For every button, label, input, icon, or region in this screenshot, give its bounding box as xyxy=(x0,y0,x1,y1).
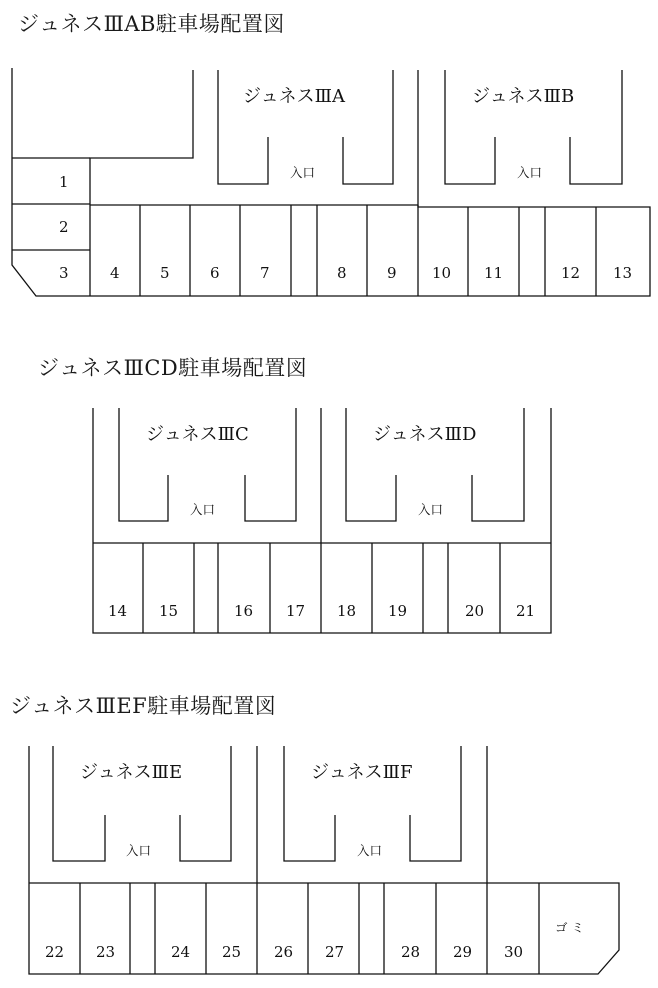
parking-space-number: 10 xyxy=(432,264,452,282)
parking-space-number: 1 xyxy=(59,173,69,191)
parking-space-number: 5 xyxy=(160,264,170,282)
parking-space-number: 13 xyxy=(613,264,633,282)
parking-space-number: 30 xyxy=(504,943,524,961)
building-e-entrance: 入口 xyxy=(126,843,152,858)
parking-space-number: 21 xyxy=(516,602,536,620)
building-a-entrance: 入口 xyxy=(290,165,316,180)
parking-space-number: 15 xyxy=(159,602,179,620)
cd-section-title: ジュネスⅢCD駐車場配置図 xyxy=(38,356,308,380)
ab-upper-left-wall xyxy=(90,70,193,205)
building-a-label: ジュネスⅢA xyxy=(243,86,345,107)
building-b-entrance: 入口 xyxy=(517,165,543,180)
parking-space-number: 22 xyxy=(45,943,65,961)
parking-space-number: 24 xyxy=(171,943,191,961)
parking-space-number: 17 xyxy=(286,602,306,620)
parking-space-number: 27 xyxy=(325,943,345,961)
building-f-label: ジュネスⅢF xyxy=(311,762,413,783)
building-c-label: ジュネスⅢC xyxy=(146,424,249,445)
parking-space-number: 19 xyxy=(388,602,408,620)
parking-space-number: 25 xyxy=(222,943,242,961)
parking-space-number: 3 xyxy=(59,264,69,282)
parking-space-number: 23 xyxy=(96,943,116,961)
ab-section-title: ジュネスⅢAB駐車場配置図 xyxy=(18,12,285,36)
parking-space-number: 2 xyxy=(59,218,69,236)
parking-space-number: 7 xyxy=(260,264,270,282)
building-d-label: ジュネスⅢD xyxy=(373,424,477,445)
ef-parking-lot xyxy=(29,746,619,974)
ab-parking-lot xyxy=(12,68,650,296)
parking-space-number: 4 xyxy=(110,264,120,282)
garbage-area-label: ゴ ミ xyxy=(555,920,584,935)
parking-space-number: 11 xyxy=(484,264,504,282)
building-f-entrance: 入口 xyxy=(357,843,383,858)
parking-space-number: 28 xyxy=(401,943,421,961)
parking-space-number: 9 xyxy=(387,264,397,282)
parking-space-number: 12 xyxy=(561,264,581,282)
parking-space-number: 6 xyxy=(210,264,220,282)
building-e-label: ジュネスⅢE xyxy=(80,762,183,783)
parking-space-number: 20 xyxy=(465,602,485,620)
cd-parking-lot xyxy=(93,408,551,633)
building-d-entrance: 入口 xyxy=(418,502,444,517)
parking-space-number: 18 xyxy=(337,602,357,620)
building-b-label: ジュネスⅢB xyxy=(472,86,575,107)
parking-space-number: 16 xyxy=(234,602,254,620)
parking-space-number: 29 xyxy=(453,943,473,961)
parking-space-number: 14 xyxy=(108,602,128,620)
parking-space-number: 8 xyxy=(337,264,347,282)
parking-space-number: 26 xyxy=(274,943,294,961)
ef-section-title: ジュネスⅢEF駐車場配置図 xyxy=(10,694,277,718)
building-c-entrance: 入口 xyxy=(190,502,216,517)
